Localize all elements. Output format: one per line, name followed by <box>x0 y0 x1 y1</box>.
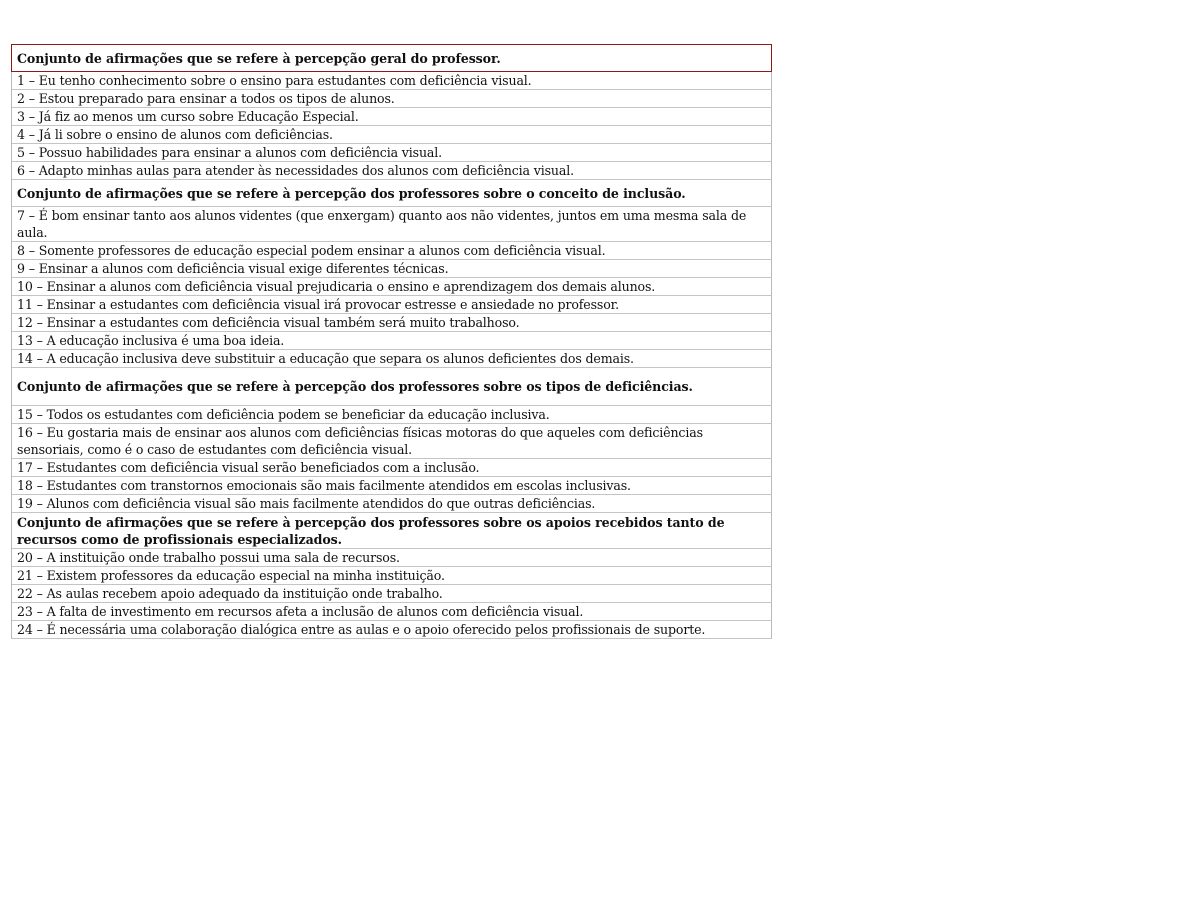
table-row: 4 – Já li sobre o ensino de alunos com deficiências. <box>11 126 772 144</box>
table-row: 11 – Ensinar a estudantes com deficiência visual irá provocar estresse e ansiedade no professor. <box>11 296 772 314</box>
section-heading-inclusion-concept: Conjunto de afirmações que se refere à percepção dos professores sobre o conceito de inclusão. <box>11 180 772 207</box>
table-row: 2 – Estou preparado para ensinar a todos os tipos de alunos. <box>11 90 772 108</box>
table-row: 7 – É bom ensinar tanto aos alunos videntes (que enxergam) quanto aos não videntes, juntos em uma mesma sala de aula. <box>11 207 772 242</box>
table-row: 8 – Somente professores de educação especial podem ensinar a alunos com deficiência visual. <box>11 242 772 260</box>
section-heading-general-perception: Conjunto de afirmações que se refere à percepção geral do professor. <box>11 44 772 72</box>
table-row: 15 – Todos os estudantes com deficiência podem se beneficiar da educação inclusiva. <box>11 406 772 424</box>
table-row: 24 – É necessária uma colaboração dialógica entre as aulas e o apoio oferecido pelos profissionais de suporte. <box>11 621 772 639</box>
table-row: 9 – Ensinar a alunos com deficiência visual exige diferentes técnicas. <box>11 260 772 278</box>
table-row: 17 – Estudantes com deficiência visual serão beneficiados com a inclusão. <box>11 459 772 477</box>
section-heading-disability-types: Conjunto de afirmações que se refere à percepção dos professores sobre os tipos de deficiências. <box>11 368 772 406</box>
table-row: 13 – A educação inclusiva é uma boa ideia. <box>11 332 772 350</box>
table-row: 10 – Ensinar a alunos com deficiência visual prejudicaria o ensino e aprendizagem dos demais alunos. <box>11 278 772 296</box>
table-row: 21 – Existem professores da educação especial na minha instituição. <box>11 567 772 585</box>
table-row: 16 – Eu gostaria mais de ensinar aos alunos com deficiências físicas motoras do que aqueles com deficiências sensoriais, como é o caso de estudantes com deficiência visual. <box>11 424 772 459</box>
table-row: 22 – As aulas recebem apoio adequado da instituição onde trabalho. <box>11 585 772 603</box>
table-row: 20 – A instituição onde trabalho possui uma sala de recursos. <box>11 549 772 567</box>
table-row: 23 – A falta de investimento em recursos afeta a inclusão de alunos com deficiência visual. <box>11 603 772 621</box>
statements-table <box>11 44 772 639</box>
table-row: 18 – Estudantes com transtornos emocionais são mais facilmente atendidos em escolas inclusivas. <box>11 477 772 495</box>
section-heading-support-received: Conjunto de afirmações que se refere à percepção dos professores sobre os apoios recebidos tanto de recursos como de profissionais especializados. <box>11 513 772 549</box>
table-row: 12 – Ensinar a estudantes com deficiência visual também será muito trabalhoso. <box>11 314 772 332</box>
table-row: 3 – Já fiz ao menos um curso sobre Educação Especial. <box>11 108 772 126</box>
table-row: 5 – Possuo habilidades para ensinar a alunos com deficiência visual. <box>11 144 772 162</box>
table-row: 1 – Eu tenho conhecimento sobre o ensino para estudantes com deficiência visual. <box>11 72 772 90</box>
table-row: 19 – Alunos com deficiência visual são mais facilmente atendidos do que outras deficiências. <box>11 495 772 513</box>
table-row: 6 – Adapto minhas aulas para atender às necessidades dos alunos com deficiência visual. <box>11 162 772 180</box>
table-row: 14 – A educação inclusiva deve substituir a educação que separa os alunos deficientes dos demais. <box>11 350 772 368</box>
